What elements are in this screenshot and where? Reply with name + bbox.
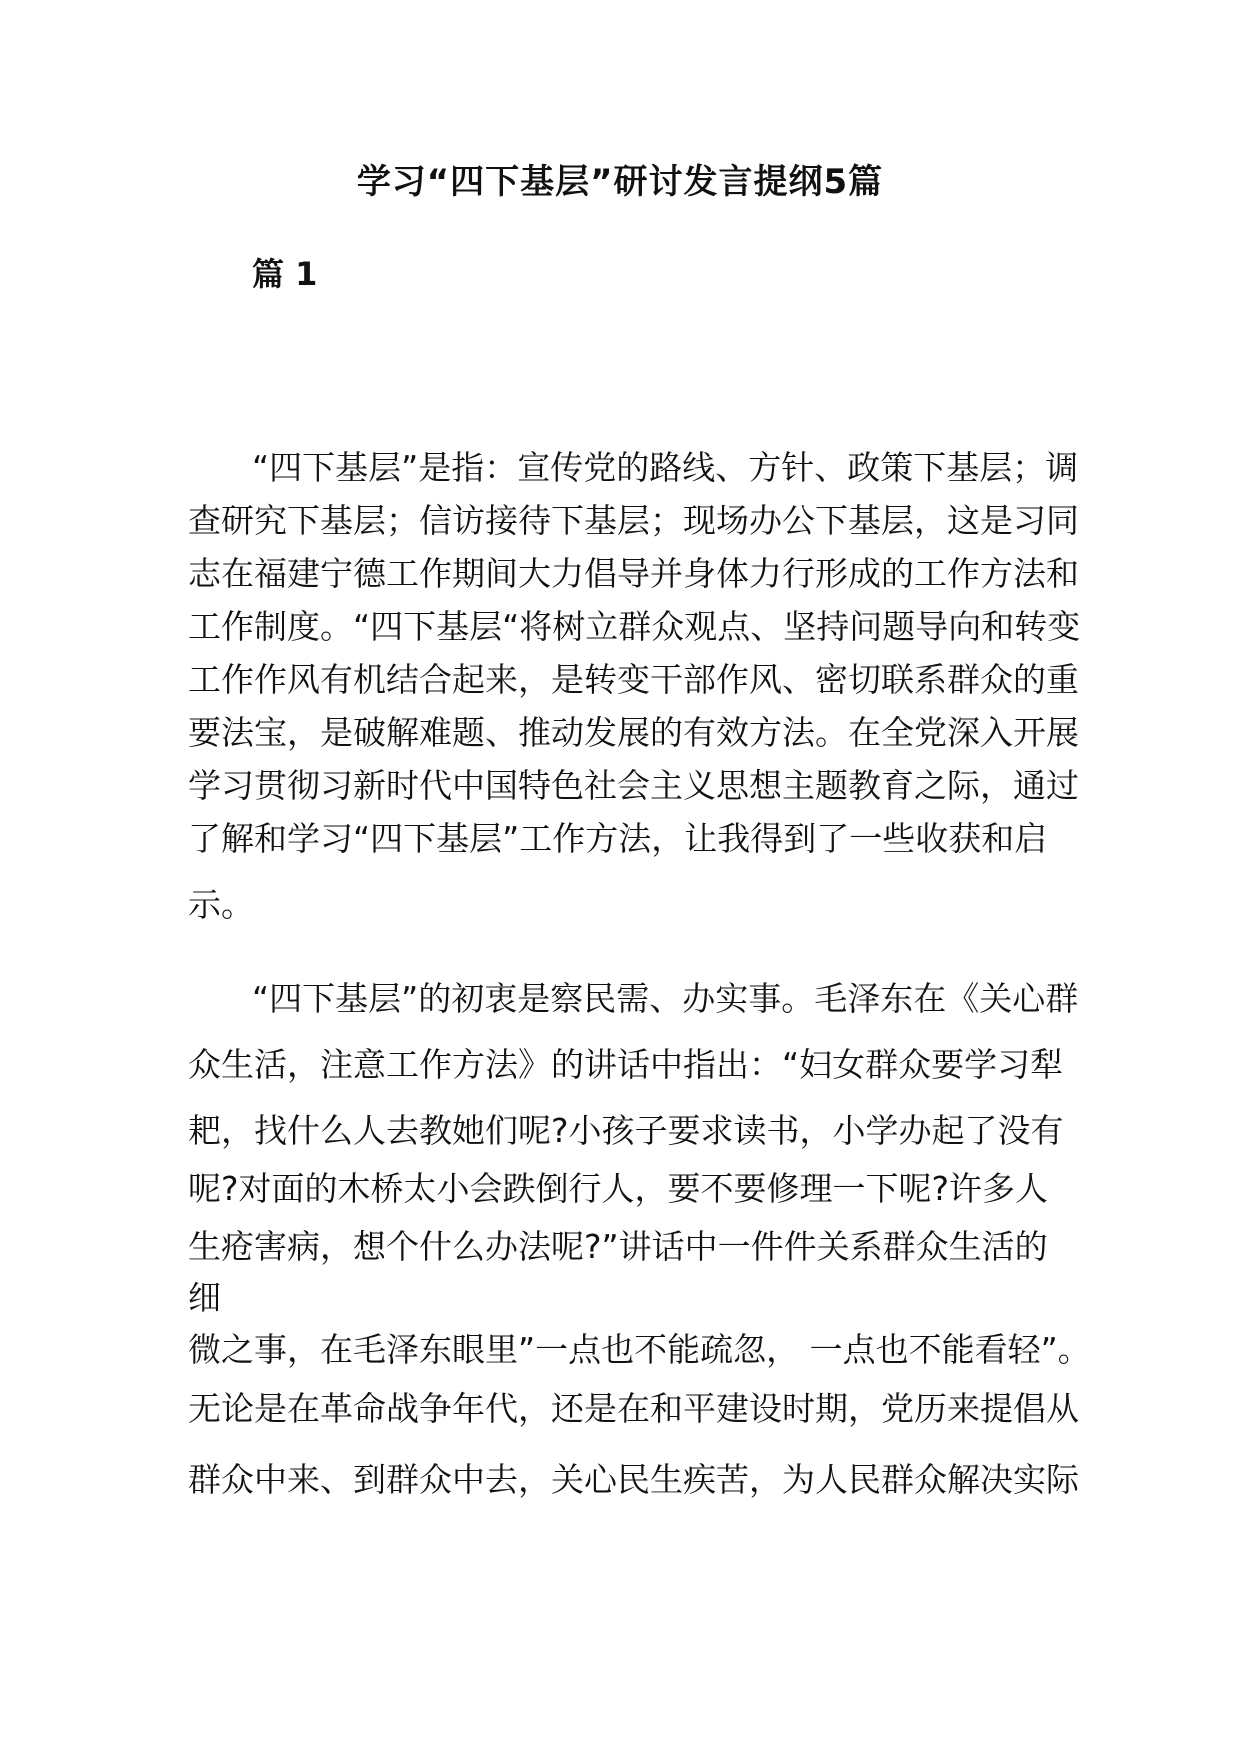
paragraph-line: 耙，找什么人去教她们呢?小孩子要求读书，小学办起了没有 — [188, 1111, 1064, 1150]
paragraph-line: 示。 — [188, 885, 254, 924]
paragraph-line: 学习贯彻习新时代中国特色社会主义思想主题教育之际，通过 — [188, 766, 1079, 805]
paragraph-line: 群众中来、到群众中去，关心民生疾苦，为人民群众解决实际 — [188, 1460, 1079, 1499]
paragraph-line: “四下基层”是指：宣传党的路线、方针、政策下基层；调 — [252, 448, 1079, 487]
paragraph-line: 查研究下基层；信访接待下基层；现场办公下基层，这是习同 — [188, 501, 1079, 540]
document-title: 学习“四下基层”研讨发言提纲5篇 — [356, 162, 884, 202]
paragraph-line: 了解和学习“四下基层”工作方法，让我得到了一些收获和启 — [188, 819, 1048, 858]
paragraph-line: 工作作风有机结合起来，是转变干部作风、密切联系群众的重 — [188, 660, 1079, 699]
paragraph-line: 要法宝，是破解难题、推动发展的有效方法。在全党深入开展 — [188, 713, 1079, 752]
paragraph-line: 细 — [188, 1278, 221, 1317]
paragraph-line: 呢?对面的木桥太小会跌倒行人，要不要修理一下呢?许多人 — [188, 1169, 1049, 1208]
paragraph-line: 众生活，注意工作方法》的讲话中指出：“妇女群众要学习犁 — [188, 1045, 1064, 1084]
paragraph-line: 志在福建宁德工作期间大力倡导并身体力行形成的工作方法和 — [188, 554, 1079, 593]
section-heading: 篇 1 — [252, 255, 318, 293]
paragraph-line: 工作制度。“四下基层“将树立群众观点、坚持问题导向和转变 — [188, 607, 1081, 646]
paragraph-line: 无论是在革命战争年代，还是在和平建设时期，党历来提倡从 — [188, 1389, 1079, 1428]
paragraph-line: 微之事，在毛泽东眼里”一点也不能疏忽， 一点也不能看轻”。 — [188, 1330, 1091, 1369]
paragraph-line: “四下基层”的初衷是察民需、办实事。毛泽东在《关心群 — [252, 979, 1079, 1018]
paragraph-line: 生疮害病，想个什么办法呢?”讲话中一件件关系群众生活的 — [188, 1227, 1048, 1266]
